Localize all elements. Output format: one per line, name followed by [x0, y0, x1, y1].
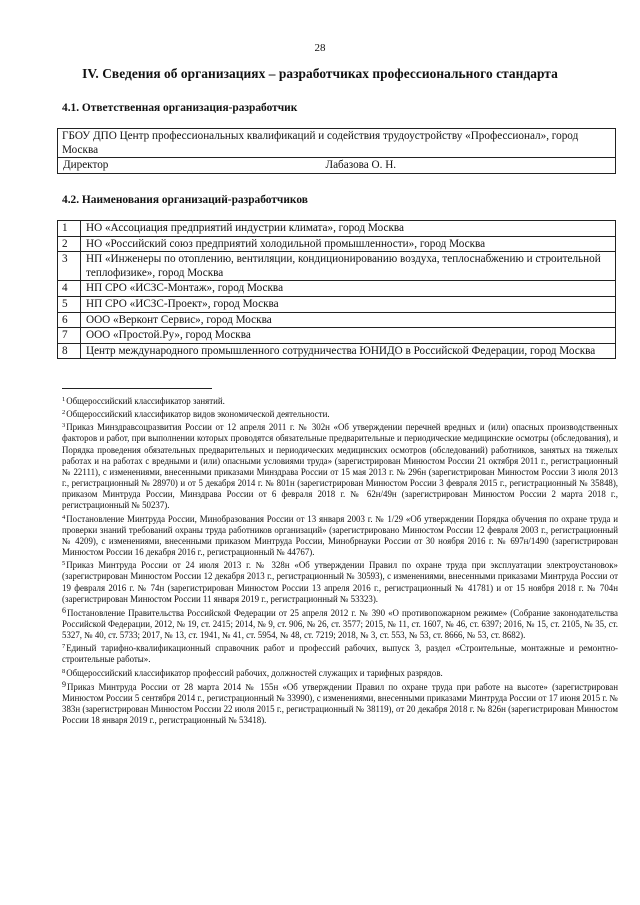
footnote-text: Постановление Минтруда России, Минобразования России от 13 января 2003 г. № 1/29 «Об утверждении Порядка обучения по охране труда и проверки знаний требований охраны труда работников организаций» (зарегистрировано Минюстом России 12 февраля 2003 г., регистрационный № 4209), с изменениями, внесенными приказом Минтруда России, Минобрнауки России от 30 ноября 2016 г. № 697н/1490 (зарегистрирован Минюстом России 16 декабря 2016 г., регистрационный № 44767). [62, 513, 618, 558]
footnote-text: Общероссийский классификатор профессий рабочих, должностей служащих и тарифных разрядов. [66, 667, 443, 678]
footnote-text: Общероссийский классификатор занятий. [66, 396, 225, 406]
footnote [62, 512, 618, 559]
footnote [62, 407, 618, 420]
director-position: Директор [58, 158, 308, 174]
developer-org-name: ООО «Верконт Сервис», город Москва [81, 312, 616, 328]
row-number: 4 [58, 281, 81, 297]
table-row [58, 281, 616, 297]
footnote [62, 666, 618, 679]
table-row [58, 236, 616, 252]
footnote-mark: 7 [62, 643, 66, 651]
table-row [58, 328, 616, 344]
page-number: 28 [314, 42, 326, 54]
table-row [58, 312, 616, 328]
row-number: 7 [58, 328, 81, 344]
table-row [58, 343, 616, 359]
footnote-text: Приказ Минздравсоцразвития России от 12 апреля 2011 г. № 302н «Об утверждении перечней вредных и (или) опасных производственных факторов и работ, при выполнении которых проводятся обязательные предварительные и периодические медицинские осмотры (обследования), и Порядка проведения обязательных предварительных и периодических медицинских осмотров (обследований) работников, занятых на тяжелых работах и на работах с вредными и (или) опасными условиями труда» (зарегистрирован Минюстом России 21 октября 2011 г., регистрационный № 22111), с изменениями, внесенными приказами Минздрава России от 15 мая 2013 г. № 296н (зарегистрирован Минюстом России 3 июля 2013 г., регистрационный № 28970) и от 5 декабря 2014 г. № 801н (зарегистрирован Минюстом России 3 февраля 2015 г., регистрационный № 35848), приказом Минтруда России, Минздрава России от 6 февраля 2018 г. № 62н/49н (зарегистрирован Минюстом России 2 марта 2018 г., регистрационный № 50237). [62, 422, 618, 511]
footnote-mark: 3 [62, 422, 66, 430]
table-row [58, 296, 616, 312]
developer-org-name: НО «Ассоциация предприятий индустрии климата», город Москва [81, 221, 616, 237]
footnote-text: Общероссийский классификатор видов экономической деятельности. [66, 409, 330, 420]
footnote-mark: 5 [62, 560, 66, 568]
footnote-mark: 1 [62, 396, 66, 403]
responsible-org-table [57, 128, 616, 174]
footnote-mark: 2 [62, 409, 66, 417]
table-row [58, 129, 616, 158]
developer-org-name: Центр международного промышленного сотрудничества ЮНИДО в Российской Федерации, город Москва [81, 343, 616, 359]
row-number: 6 [58, 312, 81, 328]
developer-orgs-heading: 4.2. Наименования организаций-разработчиков [62, 194, 308, 206]
footnote-mark: 6 [62, 605, 66, 615]
row-number: 1 [58, 221, 81, 237]
footnote-text: Единый тарифно-квалификационный справочник работ и профессий рабочих, выпуск 3, раздел «Строительные, монтажные и ремонтно-строительные работы». [62, 643, 618, 665]
developer-org-name: НО «Российский союз предприятий холодильной промышленности», город Москва [81, 236, 616, 252]
row-number: 3 [58, 252, 81, 281]
footnote-mark: 8 [62, 667, 66, 675]
footnote-text: Приказ Минтруда России от 24 июля 2013 г. № 328н «Об утверждении Правил по охране труда при эксплуатации электроустановок» (зарегистрирован Минюстом России 12 декабря 2013 г., регистрационный № 30593), с изменениями, внесенными приказами Минтруда России от 19 февраля 2016 г. № 74н (зарегистрирован Минюстом России 13 апреля 2016 г., регистрационный № 41781) и от 15 ноября 2018 г. № 704н (зарегистрирован Минюстом России 11 января 2019 г., регистрационный № 53323). [62, 560, 618, 604]
responsible-org-heading: 4.1. Ответственная организация-разработчик [62, 102, 298, 114]
footnote [62, 394, 618, 407]
responsible-org-name: ГБОУ ДПО Центр профессиональных квалификаций и содействия трудоустройству «Профессионал», город Москва [58, 129, 616, 158]
developer-org-name: ООО «Простой.Ру», город Москва [81, 328, 616, 344]
footnotes-block [62, 394, 618, 726]
row-number: 8 [58, 343, 81, 359]
footnote [62, 679, 618, 727]
footnote [62, 605, 618, 641]
footnote-mark: 9 [62, 679, 66, 689]
footnote [62, 641, 618, 665]
developer-org-name: НП «Инженеры по отоплению, вентиляции, кондиционированию воздуха, теплоснабжению и строительной теплофизике», город Москва [81, 252, 616, 281]
table-row [58, 252, 616, 281]
developer-org-name: НП СРО «ИСЗС-Монтаж», город Москва [81, 281, 616, 297]
director-name: Лабазова О. Н. [308, 158, 616, 174]
footnote [62, 558, 618, 605]
footnote [62, 420, 618, 511]
row-number: 5 [58, 296, 81, 312]
footnote-separator [62, 388, 212, 389]
table-row [58, 158, 616, 174]
footnote-text: Постановление Правительства Российской Федерации от 25 апреля 2012 г. № 390 «О противопожарном режиме» (Собрание законодательства Российской Федерации, 2012, № 19, ст. 2415; 2014, № 9, ст. 906, № 26, ст. 3577; 2015, № 11, ст. 1607, № 46, ст. 6397; 2016, № 15, ст. 2105, № 35, ст. 5327, № 40, ст. 5733; 2017, № 13, ст. 1941, № 41, ст. 5954, № 48, ст. 7219; 2018, № 3, ст. 553, № 53, ст. 8666, № 53, ст. 8682). [62, 607, 618, 641]
footnote-text: Приказ Минтруда России от 28 марта 2014 № 155н «Об утверждении Правил по охране труда при работе на высоте» (зарегистрирован Минюстом России 5 сентября 2014 г., регистрационный № 33990), с изменениями, внесенными приказами Минтруда России от 17 июня 2015 г. № 383н (зарегистрирован Минюстом России 22 июля 2015 г., регистрационный № 38119), от 20 декабря 2018 г. № 826н (зарегистрирован Минюстом России 18 января 2019 г., регистрационный № 53418). [62, 681, 618, 726]
table-row [58, 221, 616, 237]
footnote-mark: 4 [62, 513, 66, 521]
developer-orgs-table [57, 220, 616, 359]
row-number: 2 [58, 236, 81, 252]
section-title: IV. Сведения об организациях – разработчиках профессионального стандарта [82, 66, 558, 81]
developer-org-name: НП СРО «ИСЗС-Проект», город Москва [81, 296, 616, 312]
